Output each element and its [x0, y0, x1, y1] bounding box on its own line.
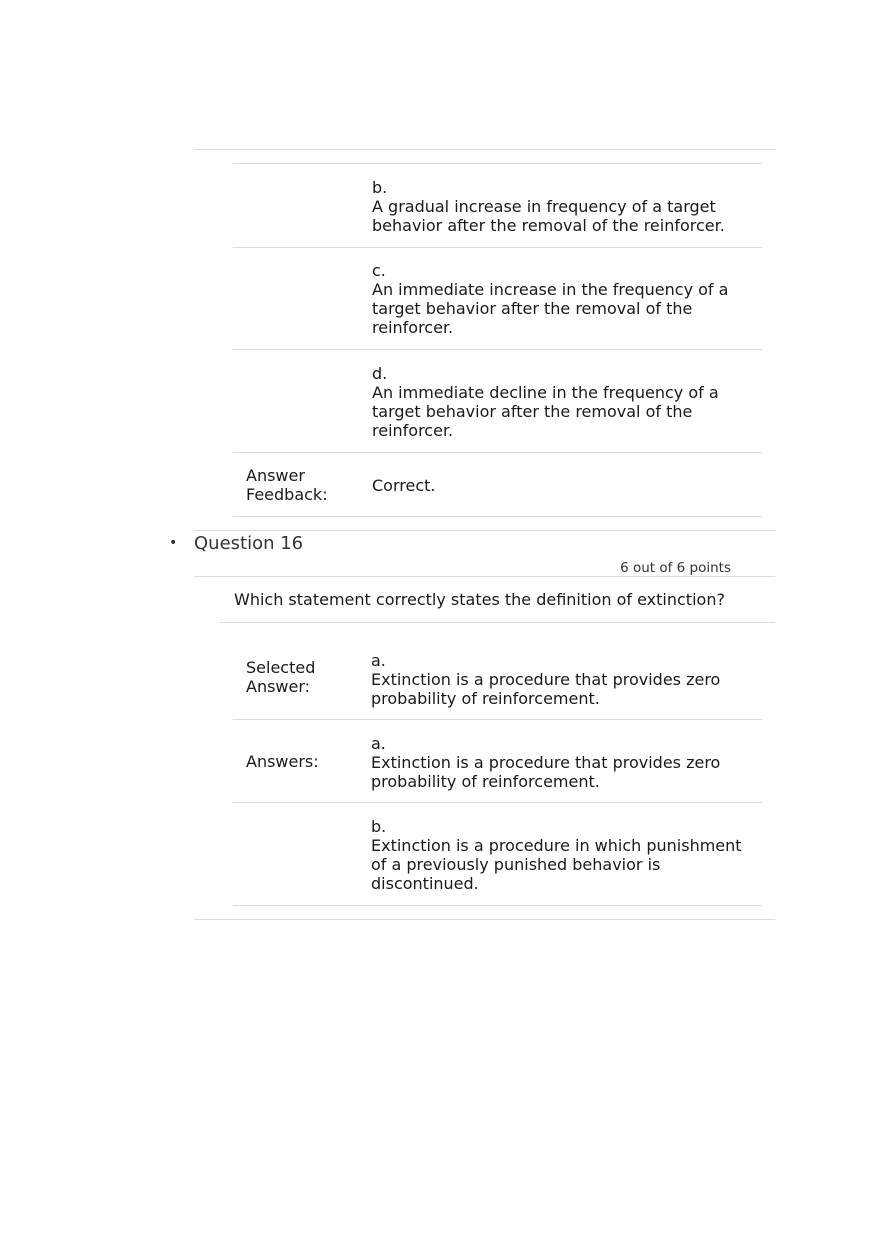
option-letter: a.	[371, 734, 386, 753]
row-divider	[233, 452, 762, 453]
answer-option-a	[371, 734, 756, 791]
section-divider	[220, 622, 775, 623]
row-divider	[233, 516, 762, 517]
option-letter: b.	[372, 178, 388, 197]
list-bullet: •	[169, 535, 178, 551]
row-divider	[233, 802, 762, 803]
option-letter: a.	[371, 651, 386, 670]
option-text: Extinction is a procedure that provides zero probability of reinforcement.	[371, 670, 721, 708]
option-text: An immediate decline in the frequency of a target behavior after the removal of the reinforcer.	[372, 383, 719, 440]
answer-option-c	[372, 261, 752, 337]
option-text: Extinction is a procedure that provides zero probability of reinforcement.	[371, 753, 721, 791]
option-text: A gradual increase in frequency of a target behavior after the removal of the reinforcer.	[372, 197, 725, 235]
question-points: 6 out of 6 points	[620, 560, 731, 576]
row-divider	[233, 719, 762, 720]
row-divider	[233, 349, 762, 350]
answer-option-d	[372, 364, 752, 440]
selected-answer	[371, 651, 756, 708]
section-divider	[194, 919, 775, 920]
row-divider	[233, 163, 762, 164]
row-divider	[233, 905, 762, 906]
question-prompt: Which statement correctly states the definition of extinction?	[234, 590, 725, 609]
answer-feedback-label: Answer Feedback:	[246, 466, 328, 504]
option-letter: d.	[372, 364, 388, 383]
option-letter: c.	[372, 261, 386, 280]
answers-label: Answers:	[246, 752, 319, 771]
question-title: Question 16	[194, 533, 304, 554]
answer-feedback-value: Correct.	[372, 476, 436, 495]
option-letter: b.	[371, 817, 387, 836]
section-divider	[194, 576, 775, 577]
row-divider	[233, 247, 762, 248]
answer-option-b	[372, 178, 752, 235]
selected-answer-label: Selected Answer:	[246, 658, 316, 696]
option-text: An immediate increase in the frequency of a target behavior after the removal of the reinforcer.	[372, 280, 729, 337]
section-divider	[194, 149, 775, 150]
option-text: Extinction is a procedure in which punishment of a previously punished behavior is discontinued.	[371, 836, 742, 893]
answer-option-b	[371, 817, 756, 893]
section-divider	[194, 530, 775, 531]
